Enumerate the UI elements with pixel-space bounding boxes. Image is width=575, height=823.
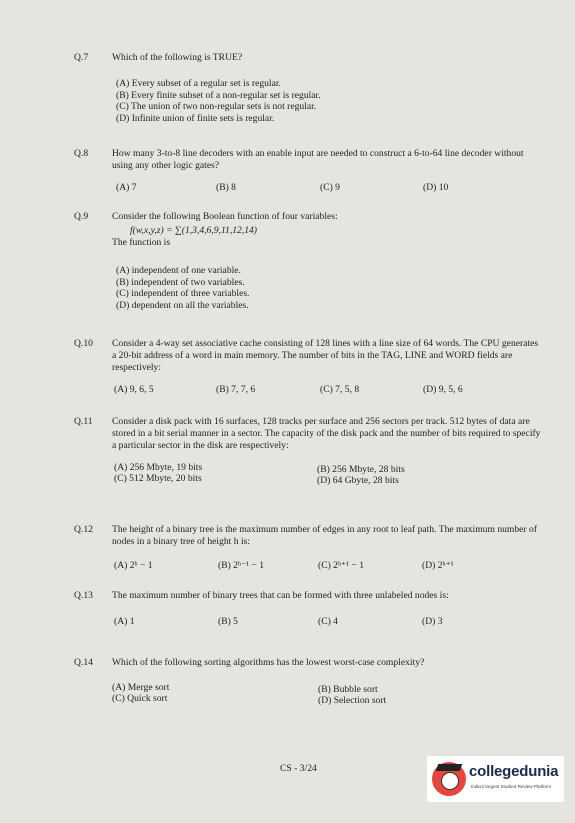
option-d: (D) Selection sort — [318, 695, 387, 706]
mascot-face — [441, 772, 459, 790]
question-text: Which of the following is TRUE? — [112, 52, 243, 63]
option-c: (C) independent of three variables. — [116, 288, 250, 300]
collegedunia-logo[interactable] — [427, 756, 564, 802]
question-8 — [74, 148, 544, 194]
option-d: (D) 64 Gbyte, 28 bits — [317, 475, 399, 486]
option-b: (B) 8 — [216, 182, 236, 193]
question-number: Q.7 — [74, 52, 89, 63]
question-text: Consider a 4-way set associative cache consisting of 128 lines with a line size of 64 words. The CPU generates a 20-bit address of a word in main memory. The number of bits in the TAG, LINE and WORD fields are respectively: — [112, 338, 539, 373]
option-a: (A) independent of one variable. — [116, 265, 241, 276]
option-c: (C) The union of two non-regular sets is not regular. — [116, 101, 317, 113]
boolean-formula: f(w,x,y,z) = ∑(1,3,4,6,9,11,12,14) — [130, 225, 257, 236]
option-c: (C) 2ʰ⁺¹ − 1 — [318, 560, 365, 571]
options-row — [116, 384, 544, 396]
mascot-icon — [432, 762, 466, 796]
logo-tagline: India's largest Student Review Platform — [471, 784, 552, 789]
option-d: (D) 3 — [422, 616, 443, 627]
option-c: (C) 512 Mbyte, 20 bits — [114, 473, 202, 484]
question-number: Q.14 — [74, 657, 93, 668]
question-text: Consider a disk pack with 16 surfaces, 128 tracks per surface and 256 sectors per track. 512 bytes of data are stored in a bit serial manner in a sector. The capacity of the disk pack and the number of bits required to specify a particular sector in the disk are respectively: — [112, 416, 541, 451]
options-grid — [114, 682, 544, 708]
options-list — [116, 265, 544, 311]
question-11 — [74, 416, 544, 488]
logo-name: collegedunia — [469, 763, 559, 780]
question-text: The maximum number of binary trees that can be formed with three unlabeled nodes is: — [112, 590, 449, 601]
page-footer: CS - 3/24 — [280, 763, 317, 774]
options-row — [116, 182, 544, 194]
option-b: (B) Every finite subset of a non-regular set is regular. — [116, 89, 321, 101]
options-row — [116, 616, 544, 628]
option-a: (A) Every subset of a regular set is regular. — [116, 78, 281, 89]
option-d: (D) 2ʰ⁺¹ — [422, 560, 454, 571]
options-row — [116, 560, 544, 572]
question-number: Q.11 — [74, 416, 93, 427]
graduation-cap-icon — [436, 764, 463, 771]
option-b: (B) 2ʰ⁻¹ − 1 — [218, 560, 265, 571]
options-list — [116, 78, 544, 124]
question-7 — [74, 52, 544, 124]
option-a: (A) 2ʰ − 1 — [114, 560, 153, 571]
option-c: (C) Quick sort — [112, 693, 168, 704]
option-c: (C) 9 — [320, 182, 340, 193]
option-a: (A) Merge sort — [112, 682, 170, 693]
question-text: How many 3-to-8 line decoders with an enable input are needed to construct a 6-to-64 line decoder without using any other logic gates? — [112, 148, 524, 171]
option-d: (D) 9, 5, 6 — [423, 384, 463, 395]
option-d: (D) 10 — [423, 182, 449, 193]
option-d: (D) dependent on all the variables. — [116, 299, 249, 311]
question-13 — [74, 590, 544, 628]
option-c: (C) 7, 5, 8 — [320, 384, 360, 395]
question-number: Q.13 — [74, 590, 93, 601]
question-text: Which of the following sorting algorithms has the lowest worst-case complexity? — [112, 657, 425, 668]
question-9 — [74, 211, 544, 311]
option-d: (D) Infinite union of finite sets is regular. — [116, 112, 275, 124]
question-number: Q.8 — [74, 148, 89, 159]
question-10 — [74, 338, 544, 396]
question-number: Q.9 — [74, 211, 89, 222]
question-number: Q.10 — [74, 338, 93, 349]
option-a: (A) 9, 6, 5 — [114, 384, 154, 395]
option-b: (B) Bubble sort — [318, 684, 378, 695]
option-a: (A) 256 Mbyte, 19 bits — [114, 462, 203, 473]
option-b: (B) 7, 7, 6 — [216, 384, 256, 395]
question-14 — [74, 657, 544, 708]
question-12 — [74, 524, 544, 572]
option-b: (B) 5 — [218, 616, 238, 627]
question-text: The height of a binary tree is the maximum number of edges in any root to leaf path. The maximum number of nodes in a binary tree of height h is: — [112, 524, 538, 547]
question-text: Consider the following Boolean function of four variables: — [112, 211, 338, 222]
question-subtext: The function is — [112, 237, 171, 248]
option-b: (B) independent of two variables. — [116, 276, 245, 288]
options-grid — [114, 462, 544, 488]
option-b: (B) 256 Mbyte, 28 bits — [317, 464, 405, 475]
option-a: (A) 7 — [116, 182, 137, 193]
option-a: (A) 1 — [114, 616, 135, 627]
question-number: Q.12 — [74, 524, 93, 535]
option-c: (C) 4 — [318, 616, 338, 627]
